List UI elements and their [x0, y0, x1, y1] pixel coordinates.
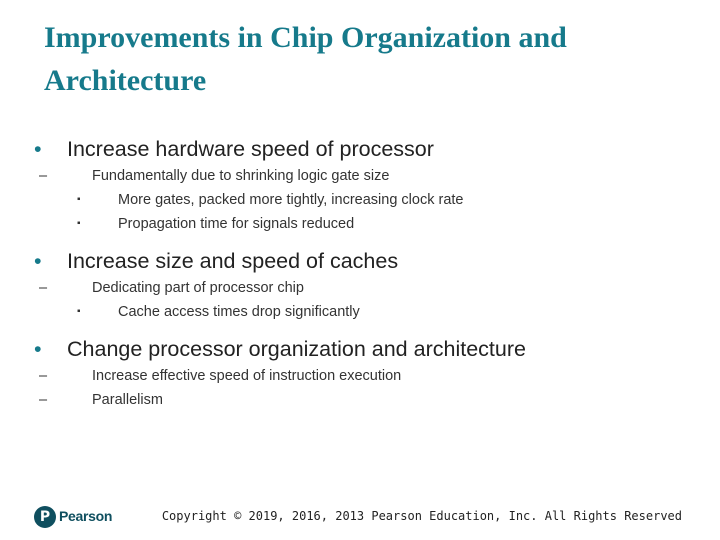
bullet-text: Increase effective speed of instruction execution: [92, 368, 402, 384]
bullet-text: Cache access times drop significantly: [118, 304, 360, 320]
bullet-dot-icon: •: [34, 249, 42, 273]
bullet-level1: [34, 334, 694, 364]
bullet-level2: [34, 164, 694, 188]
bullet-level3: [34, 300, 694, 324]
bullet-text: Increase hardware speed of processor: [67, 137, 434, 161]
bullet-dot-icon: •: [34, 137, 42, 161]
bullet-text: Increase size and speed of caches: [67, 249, 399, 273]
bullet-text: More gates, packed more tightly, increasing clock rate: [118, 192, 464, 208]
bullet-text: Fundamentally due to shrinking logic gate size: [92, 168, 390, 184]
bullet-text: Parallelism: [92, 392, 163, 408]
bullet-level1: [34, 134, 694, 164]
bullet-level2: [34, 364, 694, 388]
logo-wordmark: Pearson: [59, 508, 113, 524]
dash-icon: –: [39, 280, 48, 296]
pearson-logo: [34, 506, 124, 534]
slide-footer: [0, 500, 720, 536]
square-bullet-icon: ▪: [77, 194, 81, 205]
bullet-text: Change processor organization and architecture: [67, 337, 526, 361]
bullet-level3: [34, 188, 694, 212]
square-bullet-icon: ▪: [77, 218, 81, 229]
bullet-level1: [34, 246, 694, 276]
logo-letter: P: [39, 509, 51, 525]
bullet-text: Propagation time for signals reduced: [118, 216, 355, 232]
square-bullet-icon: ▪: [77, 306, 81, 317]
bullet-list: [34, 134, 694, 412]
dash-icon: –: [39, 168, 48, 184]
dash-icon: –: [39, 392, 48, 408]
bullet-text: Dedicating part of processor chip: [92, 280, 304, 296]
dash-icon: –: [39, 368, 48, 384]
bullet-level3: [34, 212, 694, 236]
slide-title: Improvements in Chip Organization and Architecture: [44, 21, 567, 97]
bullet-level2: [34, 276, 694, 300]
copyright-notice: Copyright © 2019, 2016, 2013 Pearson Education, Inc. All Rights Reserved: [161, 509, 682, 523]
bullet-dot-icon: •: [34, 337, 42, 361]
bullet-level2: [34, 388, 694, 412]
